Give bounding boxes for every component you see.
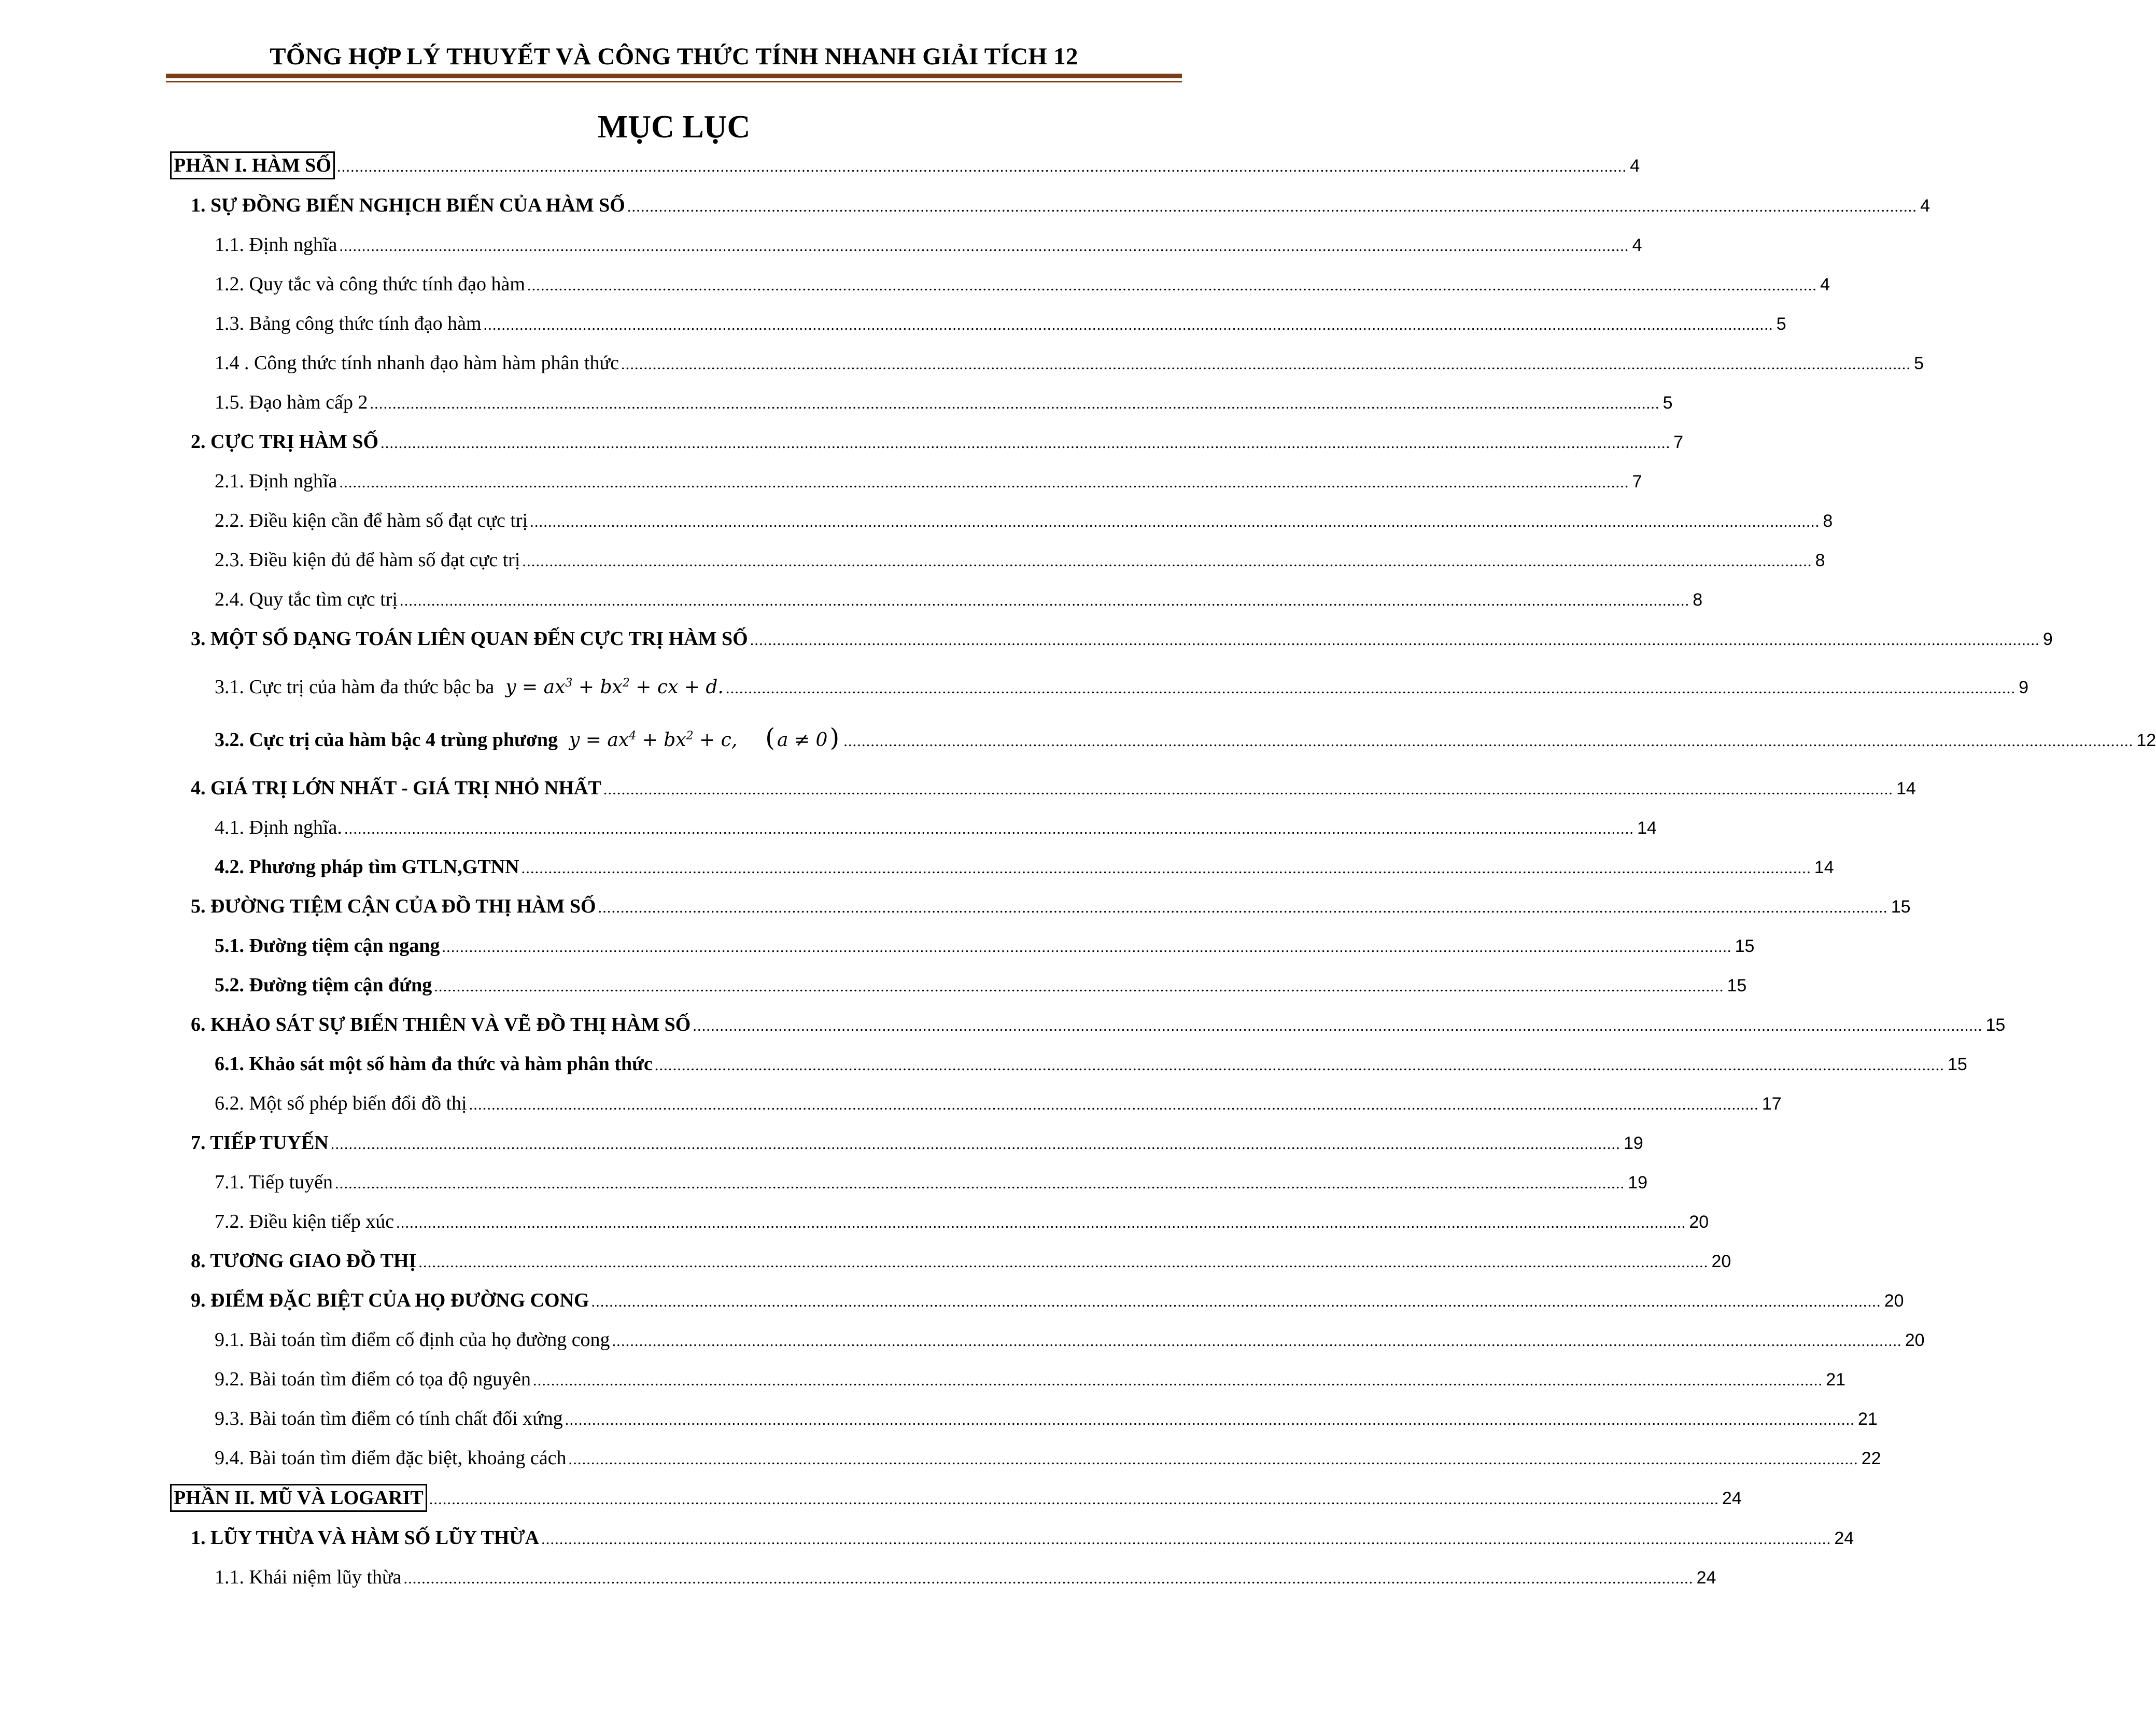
toc-label: 1.2. Quy tắc và công thức tính đạo hàm [215,273,525,295]
toc-label: 9.4. Bài toán tìm điểm đặc biệt, khoảng cách [215,1447,567,1469]
dot-leader: .............................................................................................................................................................................................................................................................................................. [339,237,1629,255]
toc-subsection-2-3[interactable] [215,544,1825,576]
toc-subsection-4-2[interactable] [215,851,1834,882]
toc-subsection-1-1[interactable] [215,229,1642,260]
toc-section-3[interactable] [191,623,2053,654]
toc-label: 9.2. Bài toán tìm điểm có tọa độ nguyên [215,1368,531,1390]
dot-leader: .............................................................................................................................................................................................................................................................................................. [521,860,1811,877]
toc-page-number: 20 [1711,1252,1731,1271]
toc-page-number: 14 [1814,858,1834,877]
toc-part-1[interactable] [170,150,1640,181]
toc-page-number: 4 [1920,196,1930,216]
toc-label: 5. ĐƯỜNG TIỆM CẬN CỦA ĐỒ THỊ HÀM SỐ [191,895,596,917]
toc-label [215,668,724,703]
dot-leader: .............................................................................................................................................................................................................................................................................................. [530,513,1820,530]
dot-leader: .............................................................................................................................................................................................................................................................................................. [621,356,1911,373]
dot-leader: .............................................................................................................................................................................................................................................................................................. [381,434,1671,452]
toc-label: 7. TIẾP TUYẾN [191,1132,329,1154]
toc-subsection-1-2[interactable] [215,269,1830,300]
toc-page-number: 4 [1630,156,1640,176]
toc-label-text: 3.1. Cực trị của hàm đa thức bậc ba [215,676,495,698]
toc-page-number: 9 [2019,678,2029,697]
dot-leader: .............................................................................................................................................................................................................................................................................................. [370,395,1660,412]
toc-subsection-1-5[interactable] [215,387,1673,418]
toc-label: 7.1. Tiếp tuyến [215,1171,333,1193]
toc-page-number: 8 [1693,590,1703,610]
toc-label: 9.3. Bài toán tìm điểm có tính chất đối xứng [215,1408,563,1429]
toc-page-number: 15 [1727,976,1747,995]
toc-page-number: 20 [1905,1330,1925,1350]
toc-label: 4.1. Định nghĩa. [215,817,342,838]
dot-leader: .............................................................................................................................................................................................................................................................................................. [591,1293,1881,1310]
dot-leader: .............................................................................................................................................................................................................................................................................................. [750,632,2040,649]
toc-subsection-9-1[interactable] [215,1324,1925,1355]
toc-label [215,721,841,756]
toc-subsection-6-1[interactable] [215,1048,1967,1079]
toc-label: 1.1. Định nghĩa [215,234,337,256]
page-title: MỤC LỤC [597,109,751,145]
toc-label: 6.1. Khảo sát một số hàm đa thức và hàm phân thức [215,1053,653,1075]
dot-leader: .............................................................................................................................................................................................................................................................................................. [429,1491,1719,1508]
toc-label: 8. TƯƠNG GIAO ĐỒ THỊ [191,1250,417,1272]
toc-label: 1.4 . Công thức tính nhanh đạo hàm hàm phân thức [215,352,619,374]
dot-leader: .............................................................................................................................................................................................................................................................................................. [442,938,1732,956]
toc-section-7[interactable] [191,1127,1643,1158]
cubic-formula: $y = ax^3 + bx^2$ + cx + d. [505,677,724,698]
toc-subsection-2-2[interactable] [215,505,1833,536]
toc-subsection-5-1[interactable] [215,930,1755,961]
toc-subsection-7-1[interactable] [215,1167,1648,1198]
dot-leader: .............................................................................................................................................................................................................................................................................................. [339,474,1629,491]
toc-label: 9.1. Bài toán tìm điểm cố định của họ đường cong [215,1329,610,1351]
toc-page-number: 17 [1762,1094,1782,1114]
toc-page-number: 22 [1861,1449,1881,1468]
toc-page-number: 15 [1735,936,1755,956]
dot-leader: .............................................................................................................................................................................................................................................................................................. [627,198,1918,215]
dot-leader: .............................................................................................................................................................................................................................................................................................. [533,1372,1823,1389]
dot-leader: .............................................................................................................................................................................................................................................................................................. [335,1175,1625,1192]
dot-leader: .............................................................................................................................................................................................................................................................................................. [598,899,1888,916]
quartic-formula: $y = ax^4 + bx^2 + c$, ( a ≠ 0) [569,723,840,752]
dot-leader: .............................................................................................................................................................................................................................................................................................. [725,680,2016,697]
toc-label: 1. SỰ ĐỒNG BIẾN NGHỊCH BIẾN CỦA HÀM SỐ [191,194,625,216]
toc-subsection-1-4[interactable] [215,347,1924,378]
toc-label: 2.2. Điều kiện cần để hàm số đạt cực trị [215,510,528,531]
dot-leader: .............................................................................................................................................................................................................................................................................................. [330,1135,1620,1153]
toc-page-number: 15 [1891,897,1911,917]
toc-page-number: 24 [1834,1528,1854,1548]
toc-label: PHẦN II. MŨ VÀ LOGARIT [170,1484,427,1512]
toc-label: 1.3. Bảng công thức tính đạo hàm [215,313,482,334]
toc-label: PHẦN I. HÀM SỐ [170,151,335,179]
toc-subsection-4-1[interactable] [215,812,1657,843]
toc-page-number: 8 [1815,551,1825,570]
toc-label: 6.2. Một số phép biến đổi đồ thị [215,1092,467,1114]
toc-subsection-9-3[interactable] [215,1403,1878,1434]
dot-leader: .............................................................................................................................................................................................................................................................................................. [843,733,2134,750]
toc-subsection-2-4[interactable] [215,584,1703,615]
dot-leader: .............................................................................................................................................................................................................................................................................................. [403,1570,1694,1587]
dot-leader: .............................................................................................................................................................................................................................................................................................. [612,1333,1902,1350]
toc-subsection-7-2[interactable] [215,1206,1709,1237]
toc-label: 4. GIÁ TRỊ LỚN NHẤT - GIÁ TRỊ NHỎ NHẤT [191,777,601,799]
toc-subsection-5-2[interactable] [215,970,1747,1001]
toc-subsection-2-1-1[interactable] [215,1562,1716,1593]
toc-page-number: 5 [1776,314,1786,334]
toc-page-number: 24 [1696,1568,1716,1588]
toc-page-number: 7 [1673,432,1684,452]
toc-section-5[interactable] [191,891,1911,922]
dot-leader: .............................................................................................................................................................................................................................................................................................. [603,781,1894,798]
toc-section-4[interactable] [191,773,1916,804]
toc-section-9[interactable] [191,1285,1904,1316]
toc-page-number: 19 [1623,1133,1643,1153]
toc-subsection-6-2[interactable] [215,1088,1782,1119]
dot-leader: .............................................................................................................................................................................................................................................................................................. [568,1451,1858,1468]
toc-page-number: 15 [1947,1055,1967,1074]
toc-label: 3. MỘT SỐ DẠNG TOÁN LIÊN QUAN ĐẾN CỰC TRỊ HÀM SỐ [191,628,748,650]
dot-leader: .............................................................................................................................................................................................................................................................................................. [469,1096,1759,1113]
dot-leader: .............................................................................................................................................................................................................................................................................................. [565,1411,1855,1428]
toc-page-number: 20 [1884,1291,1904,1311]
toc-page-number: 4 [1632,235,1642,255]
toc-page-number: 5 [1662,393,1673,413]
toc-page-number: 21 [1826,1370,1846,1390]
toc-page-number: 7 [1632,472,1642,492]
header-rule-thin [166,81,1182,82]
toc-label: 5.2. Đường tiệm cận đứng [215,974,432,996]
toc-subsection-9-2[interactable] [215,1364,1846,1395]
toc-page-number: 12 [2136,731,2156,750]
dot-leader: .............................................................................................................................................................................................................................................................................................. [344,820,1634,837]
running-header: TỔNG HỢP LÝ THUYẾT VÀ CÔNG THỨC TÍNH NHANH GIẢI TÍCH 12 [270,43,1078,70]
toc-subsection-9-4[interactable] [215,1442,1881,1474]
toc-label: 1.5. Đạo hàm cấp 2 [215,391,368,413]
toc-section-6[interactable] [191,1009,2006,1040]
dot-leader: .............................................................................................................................................................................................................................................................................................. [337,158,1627,175]
dot-leader: .............................................................................................................................................................................................................................................................................................. [483,316,1773,333]
toc-page-number: 9 [2042,629,2053,649]
dot-leader: .............................................................................................................................................................................................................................................................................................. [654,1057,1944,1074]
toc-label: 1. LŨY THỪA VÀ HÀM SỐ LŨY THỪA [191,1527,540,1549]
toc-label-text: 3.2. Cực trị của hàm bậc 4 trùng phương [215,729,558,751]
toc-label: 4.2. Phương pháp tìm GTLN,GTNN [215,856,519,878]
toc-part-2[interactable] [170,1483,1742,1514]
toc-page-number: 21 [1857,1409,1878,1429]
toc-label: 6. KHẢO SÁT SỰ BIẾN THIÊN VÀ VẼ ĐỒ THỊ HÀM SỐ [191,1014,691,1035]
dot-leader: .............................................................................................................................................................................................................................................................................................. [434,978,1724,995]
toc-page-number: 4 [1820,275,1830,294]
toc-label: 7.2. Điều kiện tiếp xúc [215,1211,394,1232]
toc-label: 2. CỰC TRỊ HÀM SỐ [191,431,379,453]
toc-section-2[interactable] [191,426,1684,457]
toc-section-8[interactable] [191,1245,1731,1277]
dot-leader: .............................................................................................................................................................................................................................................................................................. [541,1531,1831,1548]
toc-subsection-1-3[interactable] [215,308,1786,339]
toc-subsection-2-1[interactable] [215,466,1642,497]
toc-label: 5.1. Đường tiệm cận ngang [215,935,440,957]
toc-page-number: 15 [1985,1015,2006,1035]
toc-page-number: 14 [1896,779,1916,798]
dot-leader: .............................................................................................................................................................................................................................................................................................. [418,1254,1709,1271]
header-rule-thick [166,74,1182,78]
toc-page-number: 19 [1628,1173,1648,1193]
toc-label: 2.1. Định nghĩa [215,470,337,492]
toc-section-1[interactable] [191,190,1930,221]
toc-label: 2.3. Điều kiện đủ để hàm số đạt cực trị [215,549,520,571]
toc-page-number: 14 [1637,818,1657,838]
toc-label: 1.1. Khái niệm lũy thừa [215,1566,402,1588]
toc-page-number: 20 [1689,1212,1709,1232]
toc-subsection-3-1[interactable] [215,668,2029,699]
toc-page-number: 8 [1823,511,1833,531]
dot-leader: .............................................................................................................................................................................................................................................................................................. [400,592,1690,609]
toc-label: 2.4. Quy tắc tìm cực trị [215,588,398,610]
dot-leader: .............................................................................................................................................................................................................................................................................................. [396,1214,1686,1231]
toc-section-2-1[interactable] [191,1522,1854,1553]
toc-subsection-3-2[interactable] [215,721,2156,752]
dot-leader: .............................................................................................................................................................................................................................................................................................. [527,277,1817,294]
dot-leader: .............................................................................................................................................................................................................................................................................................. [693,1017,1983,1034]
toc-label: 9. ĐIỂM ĐẶC BIỆT CỦA HỌ ĐƯỜNG CONG [191,1289,589,1311]
dot-leader: .............................................................................................................................................................................................................................................................................................. [522,553,1812,570]
toc-page-number: 24 [1722,1489,1742,1508]
toc-page-number: 5 [1914,354,1924,373]
